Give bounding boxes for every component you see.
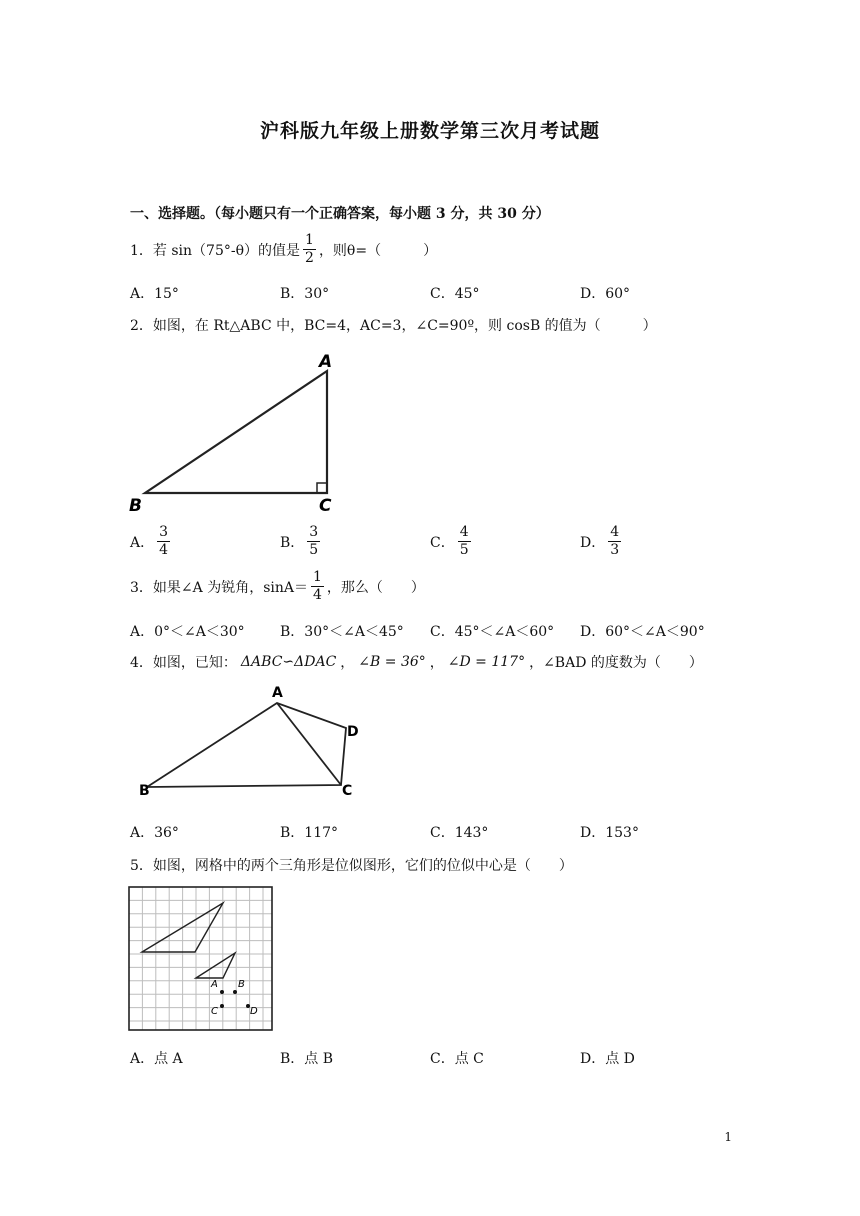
separator: ， — [529, 655, 544, 671]
separator: ， — [429, 655, 444, 671]
fraction-denominator: 2 — [305, 250, 314, 266]
similarity-expression: ΔABC∽ΔDAC — [240, 654, 337, 670]
q5-option-d[interactable]: D．点 D — [580, 1051, 635, 1067]
question-4-text: 4．如图，已知： — [130, 655, 237, 671]
fraction — [458, 524, 471, 559]
fraction-numerator: 3 — [309, 524, 319, 540]
q4-option-a[interactable]: A．36° — [130, 825, 179, 841]
fraction — [157, 524, 170, 559]
question-1-text: 1．若 sin（75°-θ）的值是 — [130, 242, 301, 259]
option-letter: B． — [280, 534, 305, 551]
fraction-denominator: 4 — [159, 542, 169, 558]
label-d: D — [347, 724, 359, 740]
grid-similar-triangles-figure — [128, 886, 276, 1034]
q1-option-b[interactable]: B．30° — [280, 286, 330, 302]
fraction-denominator: 3 — [610, 542, 620, 558]
question-3-tail: ，那么（ ） — [326, 579, 425, 596]
point-b — [233, 990, 237, 994]
triangle-abc-figure — [125, 345, 345, 520]
q3-option-a[interactable]: A．0°＜∠A＜30° — [130, 624, 245, 640]
fraction-numerator: 4 — [610, 524, 620, 540]
question-1 — [130, 232, 437, 267]
separator: ， — [340, 655, 355, 671]
small-triangle — [196, 953, 235, 978]
label-c: C — [211, 1006, 218, 1017]
q4-option-b[interactable]: B．117° — [280, 825, 339, 841]
q4-option-c[interactable]: C．143° — [430, 825, 489, 841]
question-2: 2．如图，在 Rt△ABC 中，BC=4，AC=3，∠C=90º，则 cosB 的值为（ ） — [130, 318, 657, 334]
option-letter: D． — [580, 534, 606, 551]
q2-option-d[interactable] — [580, 524, 624, 559]
q3-option-b[interactable]: B．30°＜∠A＜45° — [280, 624, 404, 640]
q3-option-c[interactable]: C．45°＜∠A＜60° — [430, 624, 555, 640]
label-a: A — [319, 352, 333, 372]
q5-option-c[interactable]: C．点 C — [430, 1051, 484, 1067]
fraction — [311, 569, 324, 604]
fraction-numerator: 3 — [159, 524, 169, 540]
label-b: B — [139, 783, 150, 799]
q1-option-a[interactable]: A．15° — [130, 286, 179, 302]
label-b: B — [129, 496, 142, 516]
fraction — [303, 232, 316, 267]
label-c: C — [342, 783, 353, 799]
q1-option-c[interactable]: C．45° — [430, 286, 480, 302]
question-4 — [130, 652, 703, 672]
right-angle-mark — [317, 483, 327, 493]
page-number: 1 — [724, 1130, 732, 1144]
q2-option-b[interactable] — [280, 524, 323, 559]
fraction-numerator: 4 — [459, 524, 469, 540]
q2-option-a[interactable] — [130, 524, 173, 559]
label-a: A — [272, 685, 283, 701]
question-5: 5．如图，网格中的两个三角形是位似图形，它们的位似中心是（ ） — [130, 858, 573, 874]
point-a — [220, 990, 224, 994]
angle-b-expression: ∠B = 36° — [358, 654, 426, 670]
quadrilateral-abcd-figure — [135, 683, 365, 803]
fraction-denominator: 5 — [459, 542, 469, 558]
fraction-denominator: 4 — [313, 587, 322, 603]
point-c — [220, 1004, 224, 1008]
q3-option-d[interactable]: D．60°＜∠A＜90° — [580, 624, 705, 640]
q2-option-c[interactable] — [430, 524, 474, 559]
fraction — [608, 524, 621, 559]
label-a: A — [211, 979, 218, 990]
question-1-tail: ，则θ=（ ） — [318, 242, 438, 259]
angle-d-expression: ∠D = 117° — [447, 654, 526, 670]
option-letter: C． — [430, 534, 455, 551]
fraction — [307, 524, 320, 559]
fraction-denominator: 5 — [309, 542, 319, 558]
fraction-numerator: 1 — [305, 232, 314, 248]
label-b: B — [238, 979, 245, 990]
section-heading: 一、选择题。（每小题只有一个正确答案，每小题 3 分，共 30 分） — [130, 206, 550, 222]
fraction-numerator: 1 — [313, 569, 322, 585]
q4-option-d[interactable]: D．153° — [580, 825, 639, 841]
q5-option-b[interactable]: B．点 B — [280, 1051, 334, 1067]
outline-abdc — [147, 703, 346, 787]
label-c: C — [319, 496, 332, 516]
question-4-tail: ∠BAD 的度数为（ ） — [543, 655, 703, 671]
q1-option-d[interactable]: D．60° — [580, 286, 631, 302]
page-title: 沪科版九年级上册数学第三次月考试题 — [259, 120, 600, 142]
triangle-abc — [145, 371, 327, 493]
question-3 — [130, 569, 425, 604]
q5-option-a[interactable]: A．点 A — [130, 1051, 183, 1067]
label-d: D — [250, 1006, 258, 1017]
question-3-text: 3．如果∠A 为锐角，sinA＝ — [130, 579, 308, 596]
option-letter: A． — [130, 534, 155, 551]
